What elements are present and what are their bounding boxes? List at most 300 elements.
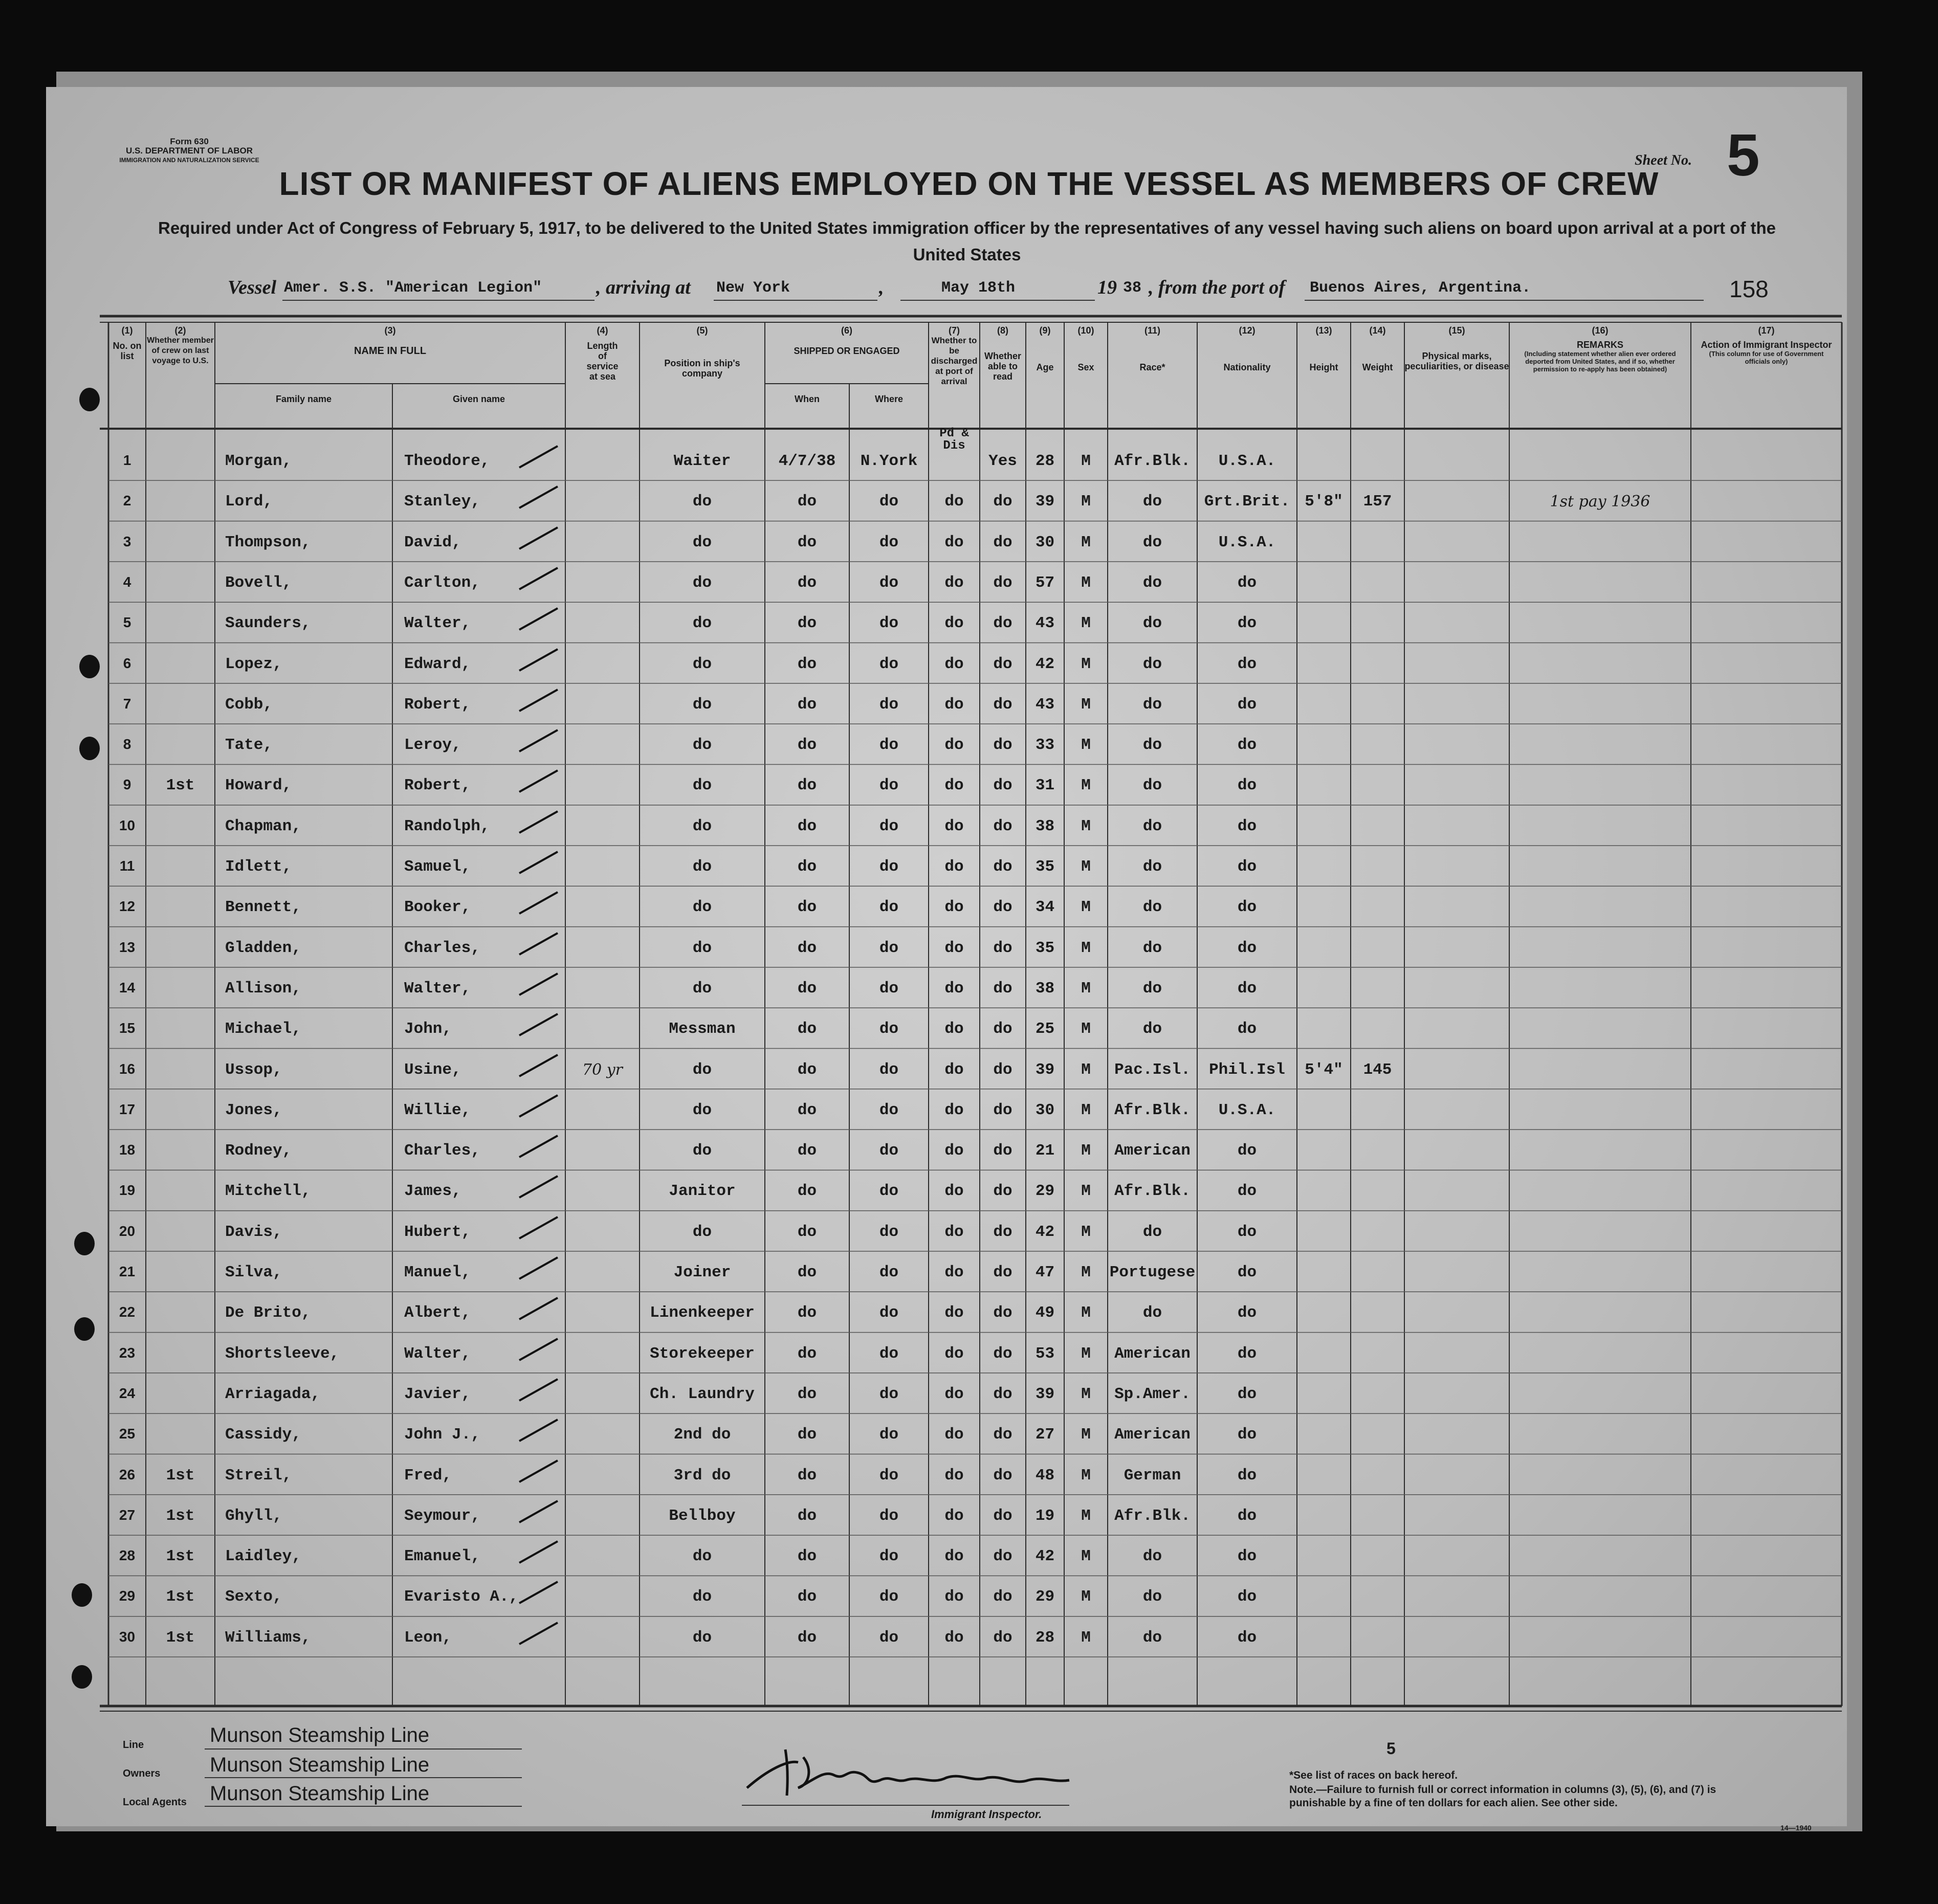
row-sex: M (1081, 1060, 1091, 1079)
row-race: do (1142, 493, 1162, 511)
row-no: 19 (119, 1182, 136, 1199)
row-when: do (797, 1344, 817, 1363)
row-where: do (879, 655, 899, 673)
row-when: do (797, 1182, 817, 1201)
row-nat: do (1237, 1304, 1257, 1322)
row-read: do (993, 817, 1012, 835)
row-age: 35 (1035, 939, 1055, 957)
row-dis: do (944, 1507, 964, 1525)
col-header-discharged: (7) Whether to be discharged at port of arrival (931, 325, 978, 386)
row-read: do (993, 1264, 1012, 1281)
row-nat: do (1237, 1223, 1257, 1241)
row-where: do (879, 1547, 899, 1566)
row-pos: do (692, 1142, 712, 1160)
row-where: do (879, 939, 899, 957)
row-given: Albert, (404, 1304, 471, 1322)
row-where: do (879, 573, 899, 592)
row-family: Williams, (225, 1628, 311, 1647)
row-pos: Joiner (673, 1264, 731, 1281)
row-race: do (1142, 1628, 1162, 1647)
row-race: do (1142, 655, 1162, 673)
check-mark-icon (517, 564, 563, 594)
row-where: do (879, 533, 899, 551)
row-where: do (879, 1264, 899, 1281)
row-sex: M (1081, 858, 1091, 876)
row-read: do (993, 1507, 1012, 1525)
stamp-number: 158 (1729, 276, 1769, 302)
row-given: Walter, (404, 979, 471, 998)
row-race: do (1142, 1223, 1162, 1241)
row-given: Walter, (404, 614, 471, 633)
row-read: do (993, 1547, 1012, 1566)
row-dis: do (944, 1060, 964, 1079)
row-pos: 3rd do (673, 1466, 731, 1485)
check-mark-icon (517, 1172, 563, 1203)
row-when: do (797, 1426, 817, 1444)
row-age: 19 (1035, 1507, 1055, 1525)
check-mark-icon (517, 888, 563, 919)
check-mark-icon (517, 1213, 563, 1244)
arrival-year: 38 (1123, 279, 1142, 297)
row-age: 39 (1035, 493, 1055, 511)
row-when: do (797, 1628, 817, 1647)
departure-port: Buenos Aires, Argentina. (1310, 279, 1531, 297)
check-mark-icon (517, 726, 563, 757)
row-dis: do (944, 1101, 964, 1119)
check-mark-icon (517, 442, 563, 473)
arrival-port: New York (716, 279, 790, 297)
row-read: do (993, 1142, 1012, 1160)
row-where: do (879, 1426, 899, 1444)
row-when: do (797, 1223, 817, 1241)
row-nat: do (1237, 655, 1257, 673)
row-given: Robert, (404, 777, 471, 795)
row-read: do (993, 898, 1012, 917)
row-where: do (879, 777, 899, 795)
row-race: do (1142, 979, 1162, 998)
row-sex: M (1081, 736, 1091, 755)
row-given: Seymour, (404, 1507, 480, 1525)
row-where: do (879, 1060, 899, 1079)
row-pos: Janitor (669, 1182, 736, 1201)
row-where: do (879, 1304, 899, 1322)
row-no: 2 (123, 493, 131, 509)
department-name: U.S. DEPARTMENT OF LABOR (125, 146, 253, 156)
row-nat: do (1237, 939, 1257, 957)
row-pos: do (692, 979, 712, 998)
row-no: 20 (119, 1223, 136, 1239)
row-pos: Bellboy (669, 1507, 736, 1525)
row-family: Ghyll, (225, 1507, 282, 1525)
row-where: do (879, 493, 899, 511)
row-given: Walter, (404, 1344, 471, 1363)
check-mark-icon (517, 766, 563, 797)
check-mark-icon (517, 1132, 563, 1162)
row-sex: M (1081, 614, 1091, 633)
row-family: Michael, (225, 1020, 301, 1038)
row-age: 42 (1035, 655, 1055, 673)
row-age: 29 (1035, 1588, 1055, 1606)
row-pos: do (692, 817, 712, 835)
row-given: Randolph, (404, 817, 490, 835)
row-sex: M (1081, 1304, 1091, 1322)
row-sex: M (1081, 493, 1091, 511)
row-family: Lord, (225, 493, 273, 511)
row-family: Bennett, (225, 898, 301, 917)
row-family: Arriagada, (225, 1385, 321, 1403)
row-family: Gladden, (225, 939, 301, 957)
row-pos: do (692, 1223, 712, 1241)
row-pos: do (692, 858, 712, 876)
row-last: 1st (166, 1507, 195, 1525)
row-where: do (879, 817, 899, 835)
col-header-weight: (14) Weight (1362, 325, 1393, 372)
row-where: do (879, 979, 899, 998)
row-race: American (1114, 1344, 1191, 1363)
row-sex: M (1081, 1142, 1091, 1160)
row-given: James, (404, 1182, 461, 1201)
col-header-name: (3) NAME IN FULL (354, 325, 427, 357)
sheet-number-label: Sheet No. (1635, 152, 1692, 168)
row-dis: do (944, 858, 964, 876)
row-race: Afr.Blk. (1114, 1507, 1191, 1525)
row-where: do (879, 1588, 899, 1606)
row-read: do (993, 777, 1012, 795)
col-header-read: (8) Whether able to read (984, 325, 1021, 382)
row-dis: do (944, 1385, 964, 1403)
row-sex: M (1081, 817, 1091, 835)
row-nat: do (1237, 1588, 1257, 1606)
row-age: 43 (1035, 614, 1055, 633)
row-given: Javier, (404, 1385, 471, 1403)
row-family: De Brito, (225, 1304, 311, 1322)
row-nat: do (1237, 1466, 1257, 1485)
row-age: 42 (1035, 1547, 1055, 1566)
row-nat: do (1237, 736, 1257, 755)
row-no: 21 (119, 1264, 136, 1279)
row-no: 4 (123, 573, 131, 590)
row-family: Davis, (225, 1223, 282, 1241)
row-nat: U.S.A. (1218, 1101, 1276, 1119)
row-nat: do (1237, 695, 1257, 714)
row-sex: M (1081, 777, 1091, 795)
row-given: Emanuel, (404, 1547, 480, 1566)
page-title: LIST OR MANIFEST OF ALIENS EMPLOYED ON THE VESSEL AS MEMBERS OF CREW (279, 165, 1659, 202)
row-age: 38 (1035, 817, 1055, 835)
row-pos: do (692, 1101, 712, 1119)
row-given: Usine, (404, 1060, 461, 1079)
row-given: Manuel, (404, 1264, 471, 1281)
row-family: Streil, (225, 1466, 292, 1485)
row-where: do (879, 1344, 899, 1363)
row-when: do (797, 1507, 817, 1525)
row-dis: do (944, 1426, 964, 1444)
row-given: Hubert, (404, 1223, 471, 1241)
owners-label: Owners (123, 1768, 161, 1779)
row-race: do (1142, 1588, 1162, 1606)
row-family: Morgan, (225, 452, 292, 470)
row-family: Idlett, (225, 858, 292, 876)
row-read: do (993, 1385, 1012, 1403)
col-header-sex: (10) Sex (1077, 325, 1094, 372)
row-sex: M (1081, 939, 1091, 957)
row-nat: do (1237, 1182, 1257, 1201)
row-sex: M (1081, 1507, 1091, 1525)
row-no: 27 (119, 1507, 136, 1523)
row-sex: M (1081, 1223, 1091, 1241)
row-family: Tate, (225, 736, 273, 755)
row-read: do (993, 1182, 1012, 1201)
row-sex: M (1081, 452, 1091, 470)
row-no: 30 (119, 1628, 136, 1645)
row-no: 15 (119, 1020, 136, 1036)
row-where: do (879, 858, 899, 876)
row-when: do (797, 1547, 817, 1566)
row-dis: do (944, 939, 964, 957)
row-read: do (993, 1344, 1012, 1363)
row-read: do (993, 614, 1012, 633)
row-dis: do (944, 1547, 964, 1566)
row-read: do (993, 1101, 1012, 1119)
row-when: do (797, 493, 817, 511)
row-race: do (1142, 533, 1162, 551)
row-family: Ussop, (225, 1060, 282, 1079)
row-age: 31 (1035, 777, 1055, 795)
row-sex: M (1081, 898, 1091, 917)
row-when: do (797, 736, 817, 755)
check-mark-icon (517, 685, 563, 716)
row-when: do (797, 655, 817, 673)
row-read: do (993, 736, 1012, 755)
row-given: Leon, (404, 1628, 452, 1647)
row-sex: M (1081, 1547, 1091, 1566)
row-when: do (797, 817, 817, 835)
row-pos: do (692, 1547, 712, 1566)
row-where: do (879, 614, 899, 633)
row-no: 13 (119, 939, 136, 955)
row-family: Cassidy, (225, 1426, 301, 1444)
row-sex: M (1081, 1588, 1091, 1606)
row-when: do (797, 1385, 817, 1403)
row-nat: do (1237, 614, 1257, 633)
col-header-inspector-action: (17) Action of Immigrant Inspector (This column for use of Government officials only) (1701, 325, 1832, 365)
row-nat: do (1237, 1264, 1257, 1281)
print-code: 14—1940 (1780, 1824, 1812, 1832)
check-mark-icon (517, 969, 563, 1000)
row-nat: do (1237, 1385, 1257, 1403)
row-pos: do (692, 1588, 712, 1606)
row-dis: do (944, 1142, 964, 1160)
row-sex: M (1081, 1264, 1091, 1281)
row-sex: M (1081, 1426, 1091, 1444)
row-race: Portugese (1109, 1264, 1196, 1281)
row-dis: do (944, 817, 964, 835)
row-where: do (879, 898, 899, 917)
row-age: 30 (1035, 1101, 1055, 1119)
row-no: 29 (119, 1588, 136, 1604)
row-where: do (879, 1182, 899, 1201)
row-age: 29 (1035, 1182, 1055, 1201)
year-prefix: 19 (1097, 277, 1117, 298)
row-age: 43 (1035, 695, 1055, 714)
row-race: do (1142, 614, 1162, 633)
row-nat: do (1237, 858, 1257, 876)
row-family: Jones, (225, 1101, 282, 1119)
row-age: 39 (1035, 1385, 1055, 1403)
row-race: do (1142, 939, 1162, 957)
row-family: Chapman, (225, 817, 301, 835)
row-family: Mitchell, (225, 1182, 311, 1201)
row-no: 6 (123, 655, 131, 671)
row-age: 49 (1035, 1304, 1055, 1322)
col-header-position: (5) Position in ship's company (664, 325, 740, 379)
penalty-note: Note.—Failure to furnish full or correct information in columns (3), (5), (6), and (7) is punishable by a fine of ten dollars for each alien. See other side. (1289, 1784, 1716, 1809)
row-family: Howard, (225, 777, 292, 795)
row-where: N.York (860, 452, 918, 470)
col-header-physical-marks: (15) Physical marks, peculiarities, or disease (1404, 325, 1509, 371)
row-remarks: 1st pay 1936 (1550, 493, 1650, 511)
row-where: do (879, 1142, 899, 1160)
check-mark-icon (517, 1375, 563, 1406)
row-nat: do (1237, 777, 1257, 795)
row-age: 42 (1035, 1223, 1055, 1241)
row-last: 1st (166, 777, 195, 795)
row-pos: Storekeeper (650, 1344, 755, 1363)
row-height: 5'8" (1305, 493, 1343, 511)
row-last: 1st (166, 1547, 195, 1566)
row-dis: do (944, 1628, 964, 1647)
owners-value: Munson Steamship Line (210, 1754, 430, 1776)
check-mark-icon (517, 1051, 563, 1081)
row-pos: do (692, 573, 712, 592)
row-no: 18 (119, 1142, 136, 1158)
row-dis: do (944, 614, 964, 633)
row-age: 48 (1035, 1466, 1055, 1485)
row-where: do (879, 1466, 899, 1485)
row-given: Charles, (404, 939, 480, 957)
row-age: 53 (1035, 1344, 1055, 1363)
check-mark-icon (517, 604, 563, 635)
check-mark-icon (517, 1415, 563, 1446)
row-age: 57 (1035, 573, 1055, 592)
row-where: do (879, 1385, 899, 1403)
row-family: Laidley, (225, 1547, 301, 1566)
check-mark-icon (517, 1253, 563, 1284)
row-pos: do (692, 1628, 712, 1647)
row-nat: U.S.A. (1218, 452, 1276, 470)
row-given: Stanley, (404, 493, 480, 511)
row-read: do (993, 939, 1012, 957)
row-family: Thompson, (225, 533, 311, 551)
check-mark-icon (517, 1537, 563, 1568)
row-read: do (993, 1466, 1012, 1485)
row-nat: Phil.Isl (1209, 1060, 1285, 1079)
row-read: do (993, 1020, 1012, 1038)
row-read: do (993, 979, 1012, 998)
row-pos: Ch. Laundry (650, 1385, 755, 1403)
row-race: Afr.Blk. (1114, 1101, 1191, 1119)
row-dis: do (944, 1304, 964, 1322)
row-where: do (879, 1020, 899, 1038)
row-race: German (1124, 1466, 1181, 1485)
check-mark-icon (517, 1010, 563, 1040)
row-height: 5'4" (1305, 1060, 1343, 1079)
scan-background: Form 630 U.S. DEPARTMENT OF LABOR IMMIGRATION AND NATURALIZATION SERVICE Sheet No. 5 LIST OR MANIFEST OF ALIENS EMPLOYED ON THE VESSEL AS MEMBERS OF CREW Required under Act of Congress of February 5, 1917, to be delivered to the United States immigration officer by the representatives of any vessel having such aliens on board upon arrival at a port of the United States Vessel Amer. S.S. "American Legion" , arriving at New York , May 18th 19 38 , from the port of Buenos Aires, Argentina. 158 (1) No. on list (2) Whether member of crew on last voyage to U.S. (3) NAME IN FULL Family name Given name (4) Length of service at sea (5) Position in ship's company (6) SHIPPED OR ENGAGED When Where (7) Whether to be discharged at port of arrival (8) Whether able to read (9) Age (10) Sex (11) Race* (12) Nationality (13) Height (14) Weight (15) Physical marks, peculiarities, or disease (16) REMARKS (Including statement whether alien ever ordered deported from United States, and if so, whether permission to re-apply has been obtained) (17) Action of Immigrant Inspector (This column for use of Government officials only) 1 Morgan, Theodore, Waiter 4/7/38 N.York Pd & Dis Yes 28 M Afr.Blk. U.S.A. 2 Lord, Stanley, do do do do do 39 M do Grt.Brit. 5'8" 157 1st pay 1936 3 Thompson, David, do do do do do 30 M do U.S.A. 4 Bovell, Carlton, do do do do do 57 M do do 5 Saunders, Walter, do do do do do 43 M do do 6 Lopez, Edward, do do do do do 42 M do do 7 Cobb, Robert, do do do do do 43 M do do 8 Tate, Leroy, do do do do do 33 M do do 9 1st Howard, Robert, do do do do do 31 M do do 10 Chapman, Randolph, do do do do do 38 M do do 11 Idlett, Samuel, do do do do do 35 M do do 12 Bennett, Booker, do do do do do 34 M do do 13 Gladden, Charles, do do do do do 35 M do do 14 Allison, Walter, do do do do do 38 M do do 15 Michael, John, Messman do do do do 25 M do do 16 Ussop, Usine, 70 yr do do do do do 39 M Pac.Isl. Phil.Isl 5'4" 145 17 Jones, Willie, do do do do do 30 M Afr.Blk. U.S.A. 18 Rodney, Charles, do do do do do 21 M American do 19 Mitchell, James, Janitor do do do do 29 M Afr.Blk. do 20 Davis, Hubert, do do do do do 42 M do do 21 Silva, Manuel, Joiner do do do do 47 M Portugese do 22 De Brito, Albert, Linenkeeper do do do do 49 M do do 23 Shortsleeve, Walter, Storekeeper do do do do 53 M American do 24 Arriagada, Javier, Ch. Laundry do do do do 39 M Sp.Amer. do 25 Cassidy, John J., 2nd do do do do do 27 M American do 26 1st Streil, Fred, 3rd do do do do do 48 M German do 27 1st Ghyll, Seymour, Bellboy do do do do 19 M Afr.Blk. do 28 1st Laidley, Emanuel, do do do do do 42 M do do 29 1st Sexto, Evaristo A., do do do do do 29 M do do 30 1st Williams, Leon, do do do do do 28 M do do Line Munson Steamship Line Owners Munson Steamship Line Local Agents Munson Steamship Line Immigrant Inspector. 5 *See list of races on back hereof. Note.—Failure to furnish full or correct information in columns (3), (5), (6), and (7) is punishable by a fine of ten dollars for each alien. See other side. 14—1940 (0, 0, 1938, 1904)
row-race: Sp.Amer. (1114, 1385, 1191, 1403)
col-header-nationality: (12) Nationality (1223, 325, 1271, 372)
row-read: do (993, 493, 1012, 511)
page-subtitle: Required under Act of Congress of February 5, 1917, to be delivered to the United States immigration officer by the representatives of any vessel having such aliens on board upon arrival at a port of the United States (158, 218, 1776, 264)
row-read: do (993, 858, 1012, 876)
row-race: Pac.Isl. (1114, 1060, 1191, 1079)
form-number: Form 630 (170, 137, 209, 146)
row-nat: do (1237, 1142, 1257, 1160)
row-pos: Linenkeeper (650, 1304, 755, 1322)
row-pos: Waiter (673, 452, 731, 470)
row-race: do (1142, 817, 1162, 835)
row-dis: Pd & Dis (939, 427, 969, 453)
row-sex: M (1081, 1385, 1091, 1403)
row-pos: do (692, 939, 712, 957)
row-given: Fred, (404, 1466, 452, 1485)
row-age: 28 (1035, 452, 1055, 470)
row-sex: M (1081, 1020, 1091, 1038)
row-svc: 70 yr (582, 1060, 623, 1079)
row-dis: do (944, 695, 964, 714)
agents-value: Munson Steamship Line (210, 1782, 430, 1805)
row-where: do (879, 1507, 899, 1525)
row-no: 10 (119, 817, 136, 833)
row-given: Booker, (404, 898, 471, 917)
row-where: do (879, 695, 899, 714)
row-dis: do (944, 1264, 964, 1281)
arrival-date: May 18th (941, 279, 1016, 297)
row-dis: do (944, 1020, 964, 1038)
row-read: do (993, 573, 1012, 592)
row-pos: do (692, 655, 712, 673)
row-pos: do (692, 695, 712, 714)
check-mark-icon (517, 1294, 563, 1324)
row-age: 38 (1035, 979, 1055, 998)
row-family: Sexto, (225, 1588, 282, 1606)
row-dis: do (944, 1182, 964, 1201)
row-no: 24 (119, 1385, 136, 1401)
col-header-service: (4) Length of service at sea (586, 325, 619, 382)
row-race: do (1142, 736, 1162, 755)
row-age: 33 (1035, 736, 1055, 755)
row-nat: do (1237, 1507, 1257, 1525)
check-mark-icon (517, 1091, 563, 1122)
row-race: do (1142, 777, 1162, 795)
row-when: do (797, 1264, 817, 1281)
row-family: Shortsleeve, (225, 1344, 340, 1363)
row-when: do (797, 1142, 817, 1160)
row-when: do (797, 1466, 817, 1485)
row-given: Charles, (404, 1142, 480, 1160)
row-when: 4/7/38 (778, 452, 836, 470)
row-pos: do (692, 736, 712, 755)
col-header-given-name: Given name (452, 394, 505, 404)
row-age: 25 (1035, 1020, 1055, 1038)
row-sex: M (1081, 573, 1091, 592)
row-family: Allison, (225, 979, 301, 998)
col-header-when: When (795, 394, 820, 404)
check-mark-icon (517, 1619, 563, 1649)
row-sex: M (1081, 1628, 1091, 1647)
row-dis: do (944, 573, 964, 592)
inspector-label: Immigrant Inspector. (931, 1808, 1042, 1821)
col-header-age: (9) Age (1036, 325, 1054, 372)
